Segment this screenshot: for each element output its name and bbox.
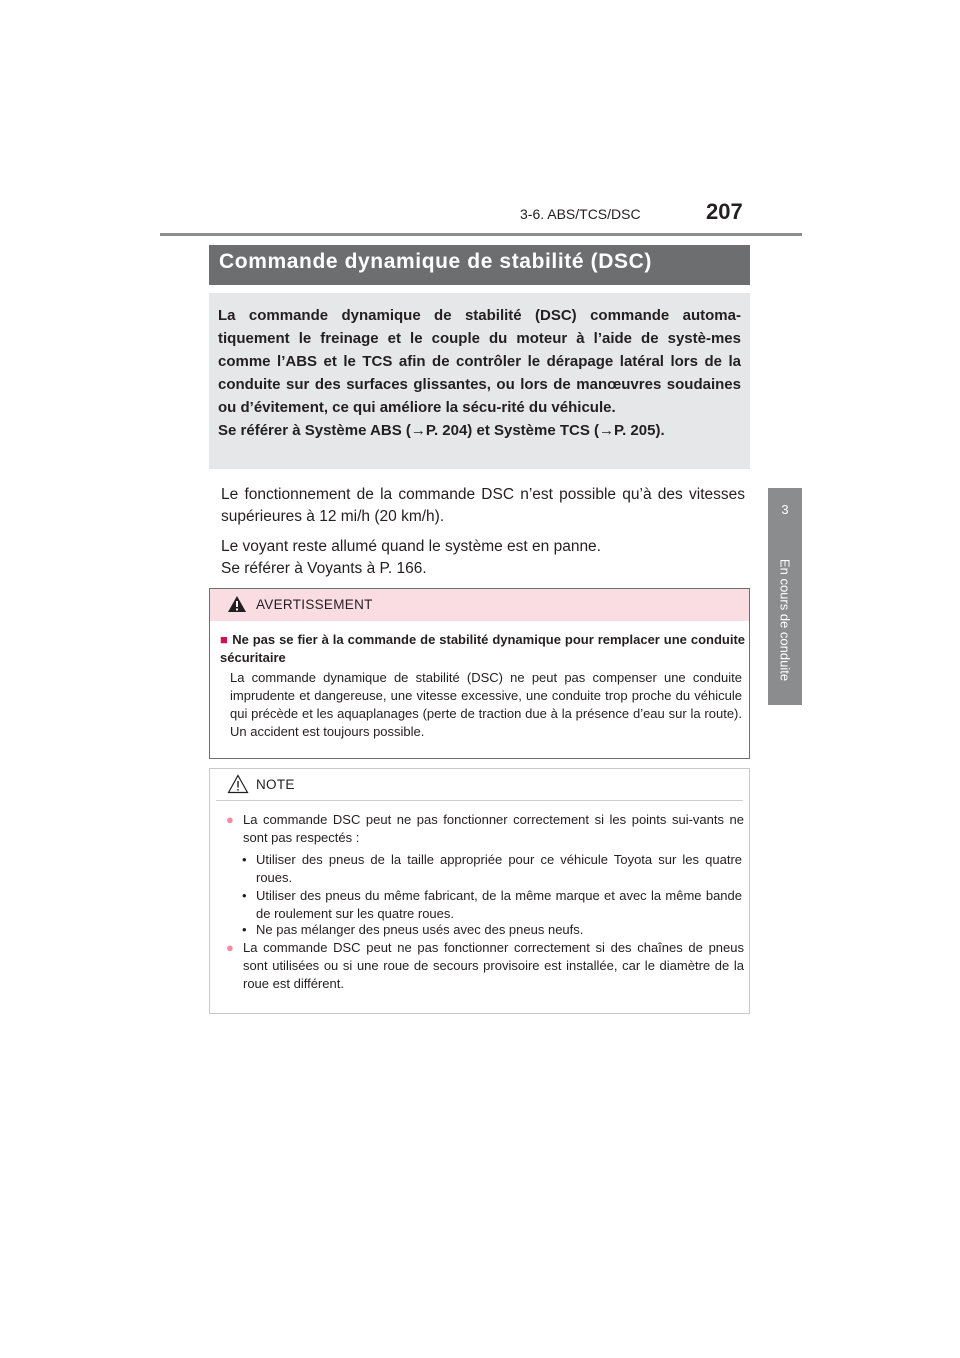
page-number: 207 [706, 199, 743, 224]
body-paragraph-speed: Le fonctionnement de la commande DSC n’est possible qu’à des vitesses supérieures à 12 mi/h (20 km/h). [221, 486, 745, 525]
note-item [226, 811, 744, 847]
note-item-text: La commande DSC peut ne pas fonctionner correctement si les points sui-vants ne sont pas respectés : [243, 812, 744, 845]
circle-bullet-icon: ● [226, 812, 234, 827]
note-subitem-text: Ne pas mélanger des pneus usés avec des pneus neufs. [256, 922, 584, 937]
circle-bullet-icon: ● [226, 940, 234, 955]
indicator-reference: Se référer à Voyants à P. 166. [221, 560, 427, 577]
header-divider [160, 233, 802, 236]
section-title-bar [209, 245, 750, 285]
intro-reference: Se référer à Système ABS (→P. 204) et Système TCS (→P. 205). [218, 422, 665, 439]
note-label: NOTE [256, 777, 295, 792]
note-subitem [242, 887, 742, 923]
note-subitem [242, 921, 742, 939]
dot-bullet-icon: • [242, 888, 247, 903]
warning-header [210, 589, 749, 621]
chapter-title: En cours de conduite [777, 558, 793, 682]
warning-box [209, 588, 750, 759]
indicator-line: Le voyant reste allumé quand le système est en panne. [221, 538, 601, 555]
warning-title-text: Ne pas se fier à la commande de stabilité dynamique pour remplacer une conduite sécuritaire [220, 632, 746, 665]
dot-bullet-icon: • [242, 852, 247, 867]
body-paragraph-indicator [221, 536, 745, 580]
caution-triangle-icon [227, 774, 249, 794]
warning-triangle-icon [227, 595, 247, 613]
chapter-number: 3 [781, 502, 789, 517]
note-divider [216, 800, 743, 801]
warning-title [220, 631, 745, 667]
warning-label: AVERTISSEMENT [256, 597, 373, 612]
section-label: 3-6. ABS/TCS/DSC [520, 206, 641, 222]
square-bullet-icon: ■ [220, 632, 229, 647]
note-box [209, 768, 750, 1014]
warning-text: La commande dynamique de stabilité (DSC) ne peut pas compenser une conduite imprudente et dangereuse, une vitesse excessive, une conduite trop proche du véhicule qui précède et les aquaplanages (perte de traction due à la présence d’eau sur la route). Un accident est toujours possible. [230, 670, 742, 739]
dot-bullet-icon: • [242, 922, 247, 937]
intro-box [209, 293, 750, 469]
note-subitem-text: Utiliser des pneus du même fabricant, de la même marque et avec la même bande de roulement sur les quatre roues. [256, 888, 742, 921]
note-item-text: La commande DSC peut ne pas fonctionner correctement si des chaînes de pneus sont utilisées ou si une roue de secours provisoire est installée, car le diamètre de la roue est différent. [243, 940, 744, 991]
note-item [226, 939, 744, 993]
note-subitem-text: Utiliser des pneus de la taille appropriée pour ce véhicule Toyota sur les quatre roues. [256, 852, 742, 885]
section-title: Commande dynamique de stabilité (DSC) [219, 250, 652, 273]
intro-paragraph: La commande dynamique de stabilité (DSC) commande automa-tiquement le freinage et le couple du moteur à l’aide de systè-mes comme l’ABS et le TCS afin de contrôler le dérapage latéral lors de la conduite sur des surfaces glissantes, ou lors de manœuvres soudaines ou d’évitement, ce qui améliore la sécu-rité du véhicule. [218, 307, 741, 416]
note-subitem [242, 851, 742, 887]
